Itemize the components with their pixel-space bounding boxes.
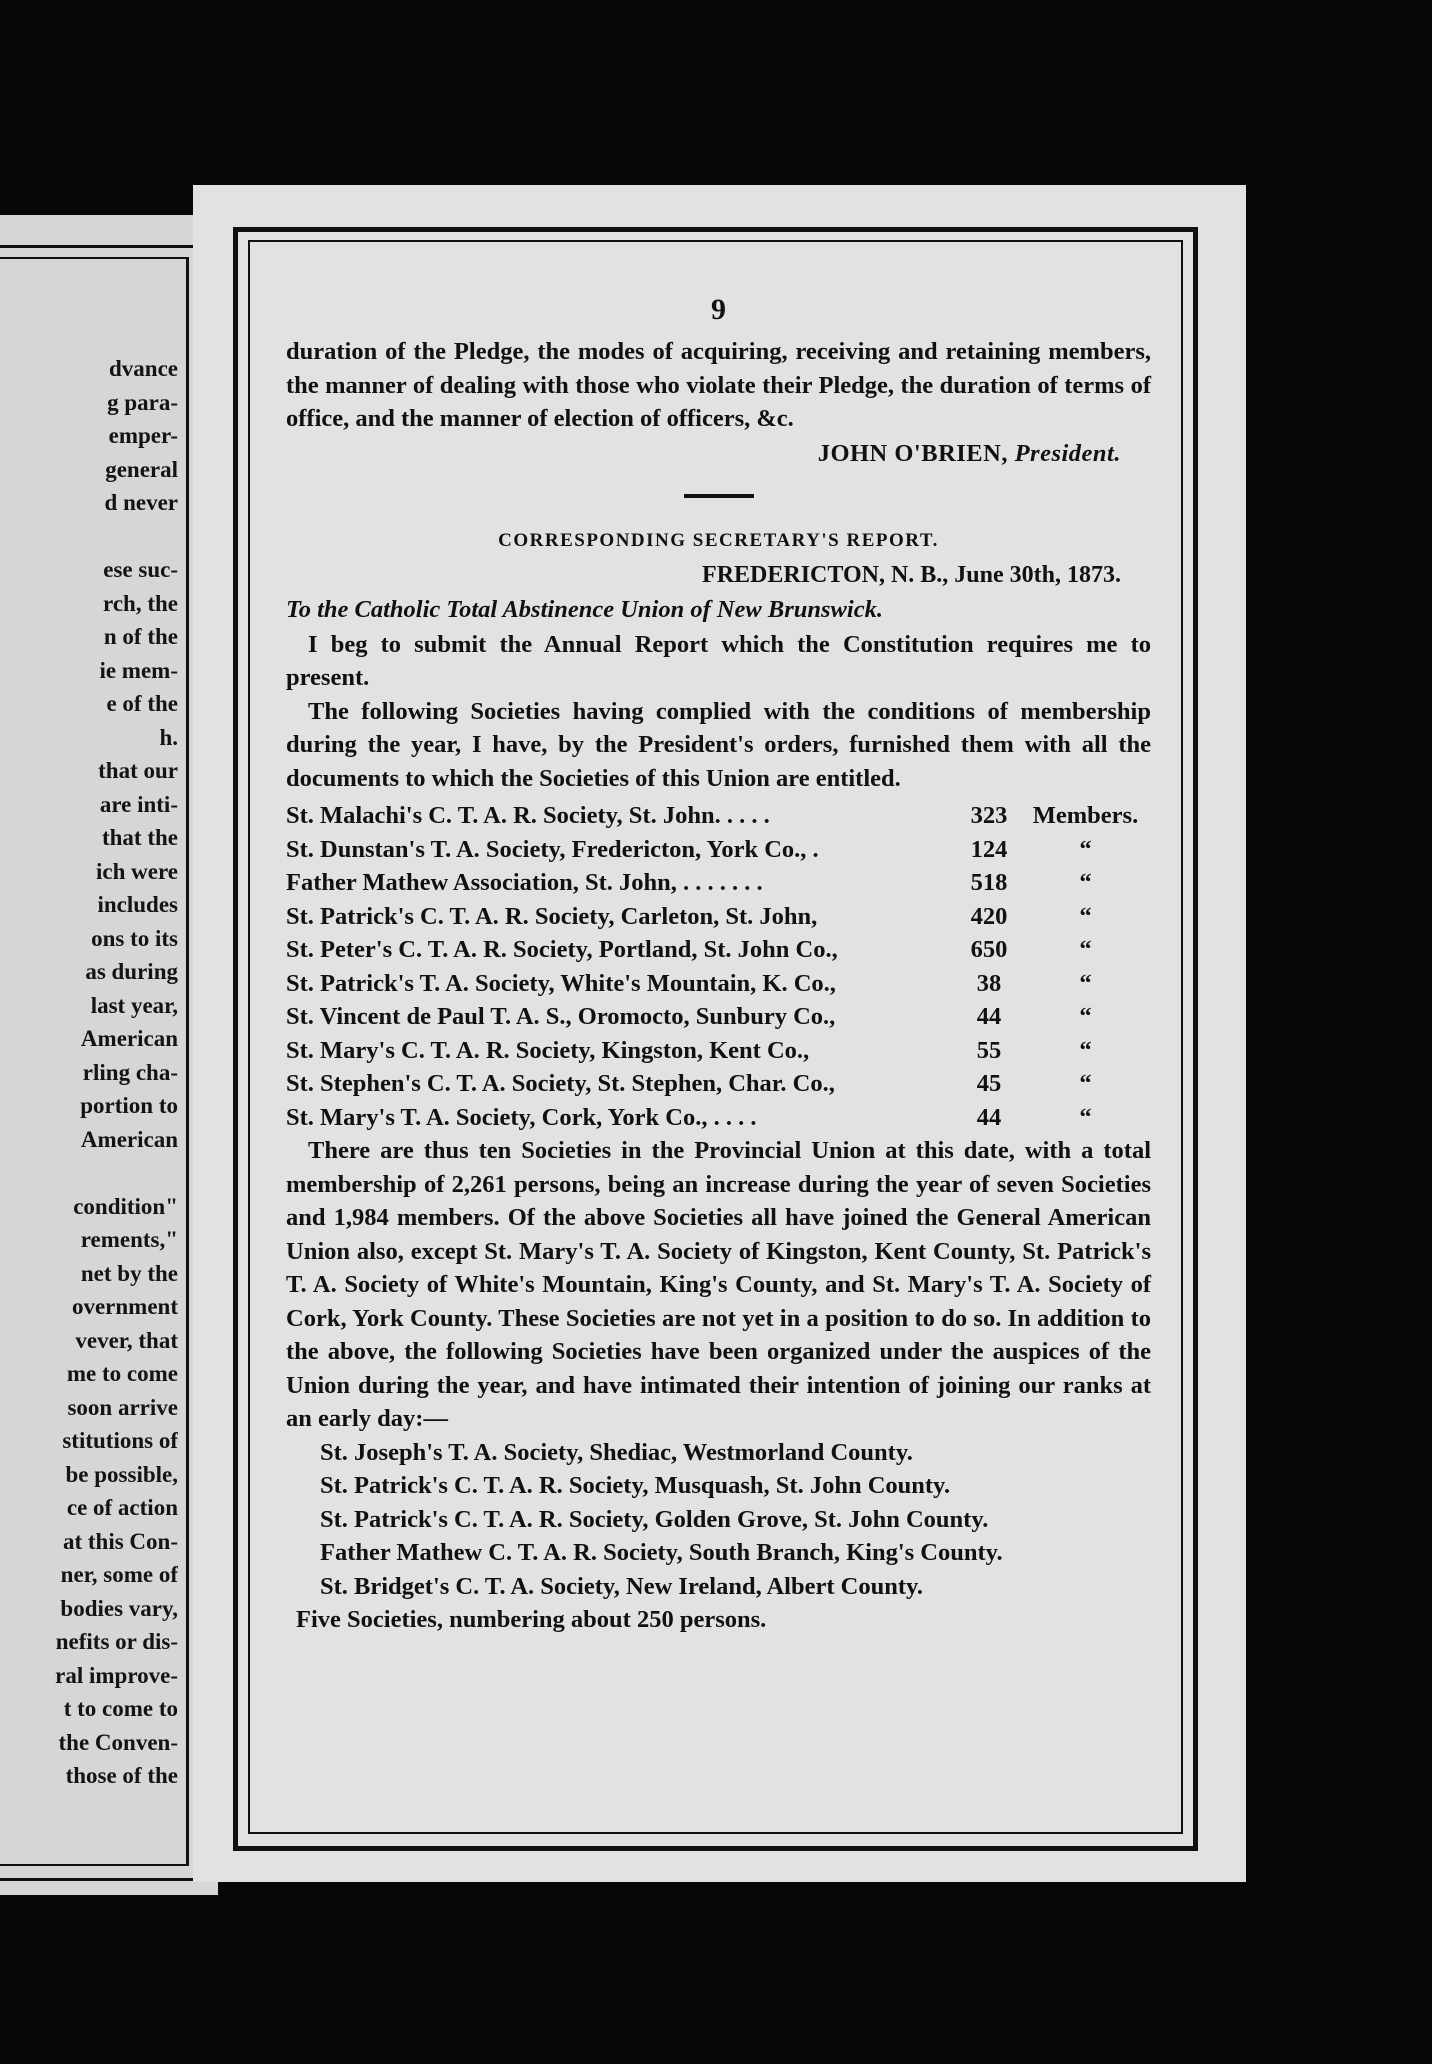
society-member-unit: “ (1079, 902, 1092, 930)
previous-page-line: condition" (73, 1193, 178, 1219)
society-row (286, 866, 1151, 900)
previous-page-line (0, 1156, 178, 1190)
previous-page-line: n of the (103, 624, 178, 649)
previous-page-line: ons to its (91, 925, 178, 951)
previous-page-line: h. (159, 724, 178, 750)
previous-page-line: net by the (80, 1260, 178, 1286)
report-summary: Five Societies, numbering about 250 persons. (296, 1606, 767, 1633)
previous-page-line: general (105, 456, 178, 482)
society-member-unit: “ (1079, 1070, 1092, 1097)
report-paragraph-1: I beg to submit the Annual Report which the Constitution requires me to present. (286, 630, 1151, 691)
new-society-item: St. Patrick's C. T. A. R. Society, Golden Grove, St. John County. (320, 1505, 989, 1533)
society-member-unit: “ (1079, 936, 1092, 963)
previous-page-line: soon arrive (67, 1394, 178, 1420)
society-member-unit: “ (1079, 969, 1092, 997)
new-society-item: St. Bridget's C. T. A. Society, New Ireland, Albert County. (320, 1572, 924, 1600)
society-member-unit: Members. (1032, 802, 1139, 829)
society-row (286, 933, 1151, 967)
previous-page-line: d never (104, 490, 178, 515)
society-member-count: 45 (976, 1070, 1002, 1097)
previous-page-line: vever, that (75, 1327, 178, 1353)
society-name: St. Vincent de Paul T. A. S., Oromocto, Sunbury Co., (286, 1003, 836, 1030)
societies-list (286, 799, 1151, 1134)
previous-page-fragment (0, 215, 218, 1895)
new-society-item: St. Joseph's T. A. Society, Shediac, Westmorland County. (320, 1438, 913, 1466)
previous-page-line: as during (85, 959, 178, 984)
society-row (286, 1067, 1151, 1101)
signature-title: President. (1014, 439, 1121, 467)
society-name: St. Mary's C. T. A. R. Society, Kingston, Kent Co., (286, 1036, 810, 1064)
previous-page-line: ce of action (66, 1495, 178, 1520)
society-member-count: 323 (970, 802, 1008, 829)
society-row (286, 1034, 1151, 1068)
society-member-unit: “ (1079, 869, 1092, 896)
page-number: 9 (711, 293, 726, 326)
previous-page-line: portion to (80, 1093, 178, 1118)
society-member-count: 518 (970, 869, 1008, 896)
previous-page-line: rling cha- (82, 1059, 178, 1085)
society-member-count: 38 (976, 969, 1002, 997)
society-row (286, 900, 1151, 934)
previous-page-line: g para- (107, 389, 178, 415)
society-member-count: 650 (970, 936, 1008, 963)
society-row (286, 1000, 1151, 1034)
report-paragraph-3: There are thus ten Societies in the Provincial Union at this date, with a total membership of 2,261 persons, being an increase during the year of seven Societies and 1,984 members. Of the above Societies all have joined the General American Union also, except St. Mary's T. A. Society of Kingston, Kent County, St. Patrick's T. A. Society of White's Mountain, King's County, and St. Mary's T. A. Society of Cork, York County. These Societies are not yet in a position to do so. In addition to the above, the following Societies have been organized under the auspices of the Union during the year, and have intimated their intention of joining our ranks at an early day:— (286, 1137, 1151, 1432)
society-name: Father Mathew Association, St. John, . . . . . . . (286, 869, 763, 896)
report-paragraph-2: The following Societies having complied with the conditions of membership during the year, I have, by the President's orders, furnished them with all the documents to which the Societies of this Union are entitled. (286, 697, 1151, 792)
previous-page-line: American (80, 1026, 178, 1051)
new-society-item: St. Patrick's C. T. A. R. Society, Musquash, St. John County. (320, 1472, 951, 1499)
previous-page-line: rements," (80, 1227, 178, 1252)
society-member-count: 44 (976, 1003, 1002, 1030)
page-content (286, 285, 1151, 1637)
society-name: St. Patrick's C. T. A. R. Society, Carleton, St. John, (286, 902, 818, 930)
society-name: St. Patrick's T. A. Society, White's Mountain, K. Co., (286, 969, 836, 997)
previous-page-line: e of the (106, 691, 178, 716)
previous-page-line: includes (97, 892, 178, 917)
previous-page-line: are inti- (99, 791, 178, 817)
previous-page-line: overnment (71, 1294, 178, 1319)
society-name: St. Malachi's C. T. A. R. Society, St. John. . . . . (286, 802, 770, 829)
previous-page-line: American (80, 1126, 178, 1152)
society-member-unit: “ (1079, 1003, 1092, 1030)
society-name: St. Mary's T. A. Society, Cork, York Co., . . . . (286, 1103, 757, 1131)
society-row (286, 833, 1151, 867)
previous-page-line: ie mem- (99, 657, 178, 683)
society-member-count: 44 (976, 1103, 1002, 1131)
previous-page-line: that our (98, 758, 178, 783)
previous-page-line: be possible, (65, 1461, 178, 1487)
previous-page-line: bodies vary, (60, 1595, 178, 1621)
society-row (286, 967, 1151, 1001)
previous-page-line: ese suc- (103, 557, 178, 582)
previous-page-line: that the (101, 825, 178, 850)
previous-page-line: nefits or dis- (55, 1629, 178, 1654)
previous-page-line: emper- (108, 423, 178, 448)
previous-page-line: ner, some of (60, 1562, 178, 1587)
society-name: St. Dunstan's T. A. Society, Fredericton, York Co., . (286, 835, 819, 863)
previous-page-line: rch, the (103, 590, 178, 616)
report-heading: CORRESPONDING SECRETARY'S REPORT. (498, 529, 939, 551)
previous-page-line: stitutions of (62, 1428, 178, 1453)
society-member-unit: “ (1079, 1103, 1092, 1131)
new-society-item: Father Mathew C. T. A. R. Society, South Branch, King's County. (320, 1539, 1003, 1566)
section-divider (684, 494, 754, 498)
society-member-unit: “ (1079, 1036, 1092, 1064)
previous-page-line: at this Con- (62, 1528, 178, 1554)
society-name: St. Peter's C. T. A. R. Society, Portland, St. John Co., (286, 936, 838, 963)
previous-page-line: those of the (65, 1763, 178, 1788)
previous-page-line: last year, (90, 992, 178, 1018)
report-salutation: To the Catholic Total Abstinence Union of New Brunswick. (286, 595, 883, 623)
society-member-count: 124 (970, 835, 1008, 863)
society-member-unit: “ (1079, 835, 1092, 863)
society-row (286, 799, 1151, 833)
society-name: St. Stephen's C. T. A. Society, St. Stephen, Char. Co., (286, 1070, 835, 1097)
previous-page-line: me to come (66, 1361, 178, 1386)
new-societies-list (286, 1436, 1151, 1604)
society-row (286, 1101, 1151, 1135)
previous-page-line: t to come to (63, 1696, 178, 1721)
previous-page-line: ich were (96, 858, 178, 884)
previous-page-line (0, 520, 178, 554)
document-page (193, 185, 1246, 1882)
signature-name: JOHN O'BRIEN, (817, 439, 1008, 467)
society-member-count: 55 (976, 1036, 1002, 1064)
previous-page-line: ral improve- (55, 1662, 178, 1688)
signature (286, 436, 1151, 472)
previous-page-line: the Conven- (58, 1729, 178, 1755)
previous-page-text (0, 352, 178, 1793)
intro-paragraph: duration of the Pledge, the modes of acquiring, receiving and retaining members, the manner of dealing with those who violate their Pledge, the duration of terms of office, and the manner of election of officers, &c. (286, 338, 1151, 432)
society-member-count: 420 (970, 902, 1008, 930)
previous-page-line: dvance (109, 356, 178, 381)
report-dateline: FREDERICTON, N. B., June 30th, 1873. (702, 561, 1121, 588)
